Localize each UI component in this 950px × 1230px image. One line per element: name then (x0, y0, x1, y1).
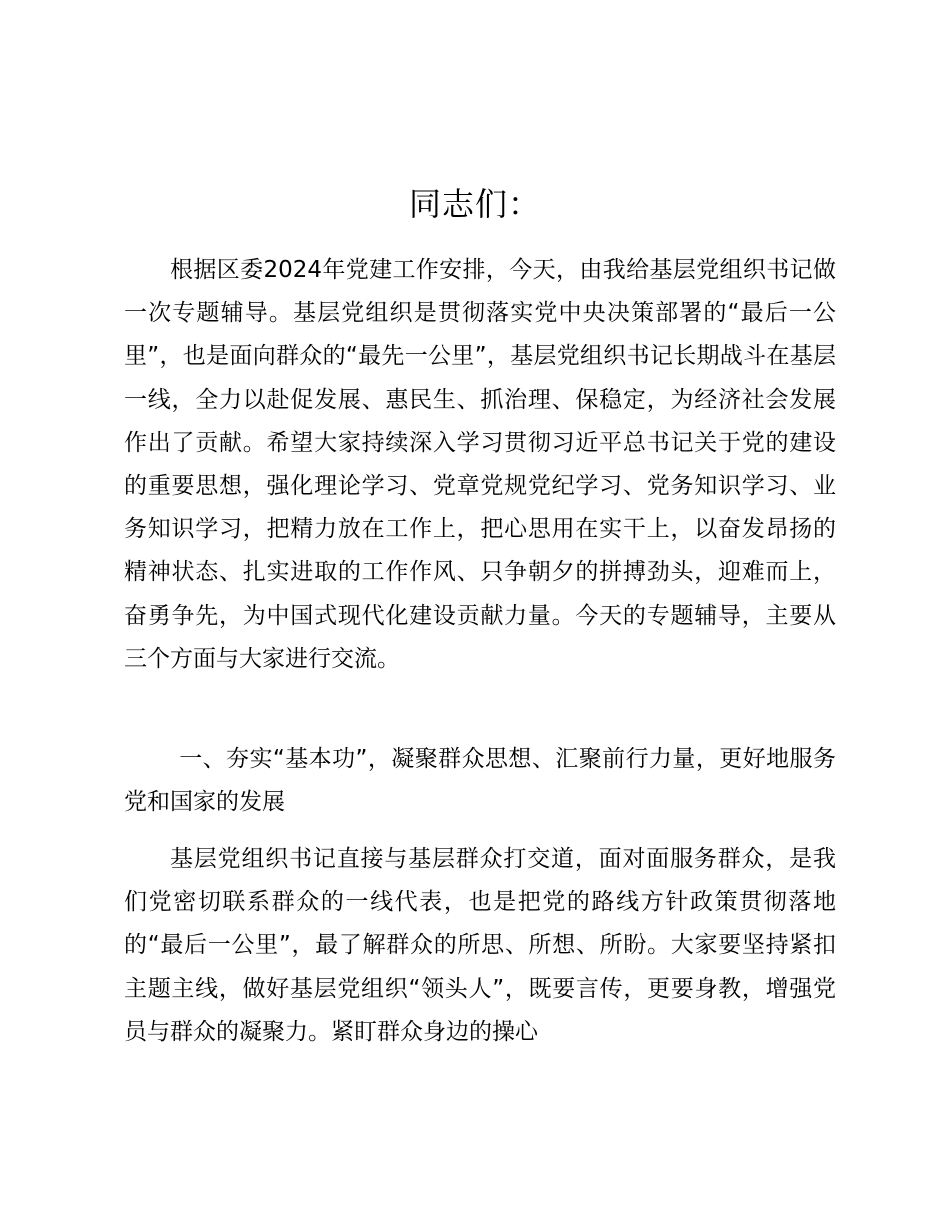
section-one-paragraph: 基层党组织书记直接与基层群众打交道，面对面服务群众，是我们党密切联系群众的一线代表，也是把党的路线方针政策贯彻落地的“最后一公里”，最了解群众的所思、所想、所盼。大家要坚持紧扣主题主线，做好基层党组织“领头人”，既要言传，更要身教，增强党员与群众的凝聚力。紧盯群众身边的操心 (124, 846, 836, 1045)
section-one-heading: 一、夯实“基本功”，凝聚群众思想、汇聚前行力量，更好地服务党和国家的发展 (124, 746, 836, 816)
greeting-heading: 同志们： (408, 185, 541, 223)
intro-paragraph: 根据区委2024年党建工作安排，今天，由我给基层党组织书记做一次专题辅导。基层党组织是贯彻落实党中央决策部署的“最后一公里”，也是面向群众的“最先一公里”，基层党组织书记长期战斗在基层一线，全力以赴促发展、惠民生、抓治理、保稳定，为经济社会发展作出了贡献。希望大家持续深入学习贯彻习近平总书记关于党的建设的重要思想，强化理论学习、党章党规党纪学习、党务知识学习、业务知识学习，把精力放在工作上，把心思用在实干上，以奋发昂扬的精神状态、扎实进取的工作作风、只争朝夕的拼搏劲头，迎难而上，奋勇争先，为中国式现代化建设贡献力量。今天的专题辅导，主要从三个方面与大家进行交流。 (124, 257, 836, 672)
